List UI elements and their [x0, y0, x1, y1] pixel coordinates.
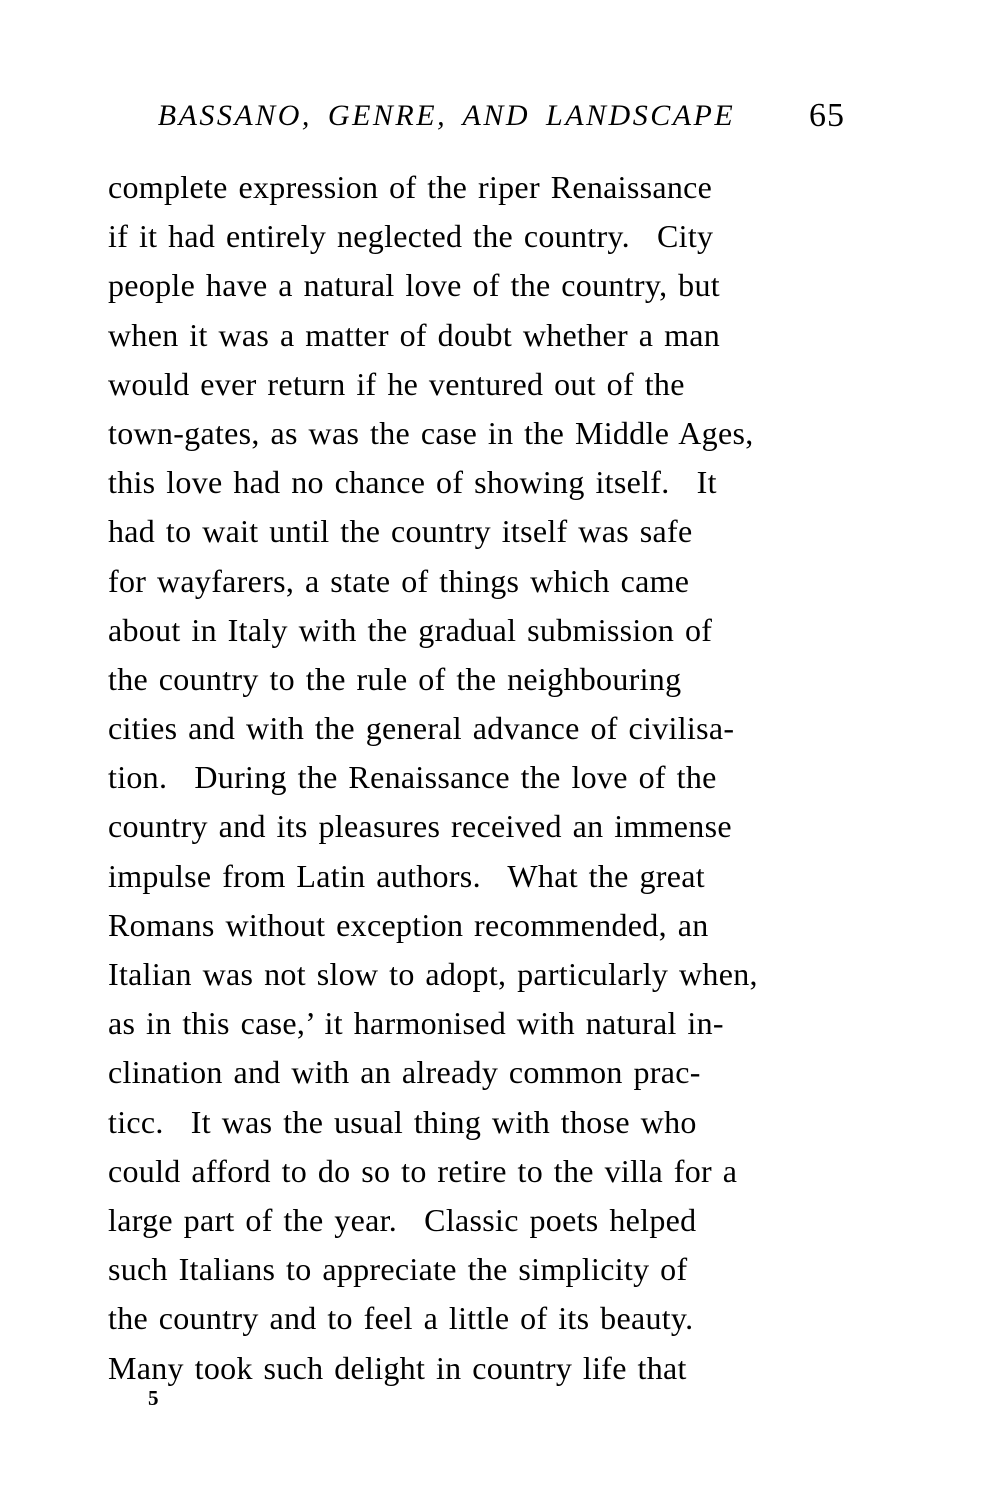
text-line: tion. During the Renaissance the love of the: [108, 759, 717, 796]
signature-mark: 5: [148, 1386, 159, 1410]
running-head: BASSANO, GENRE, AND LANDSCAPE: [157, 99, 736, 132]
body-text-block: [108, 163, 845, 1393]
text-line: for wayfarers, a state of things which came: [108, 562, 690, 599]
text-line: as in this case,’ it harmonised with natural in-: [108, 1005, 724, 1042]
text-line: about in Italy with the gradual submission of: [108, 611, 713, 648]
page-header: [108, 96, 845, 140]
text-line: large part of the year. Classic poets helped: [108, 1201, 697, 1238]
text-line: this love had no chance of showing itself. It: [108, 464, 717, 501]
text-line: ticc. It was the usual thing with those who: [108, 1103, 697, 1140]
text-line: the country and to feel a little of its beauty.: [108, 1300, 694, 1337]
text-line: complete expression of the riper Renaissance: [108, 169, 713, 205]
page-number: 65: [809, 97, 845, 134]
text-line: such Italians to appreciate the simplicity of: [108, 1251, 688, 1288]
text-line: had to wait until the country itself was safe: [108, 513, 693, 550]
text-line: impulse from Latin authors. What the great: [108, 857, 705, 894]
text-line: the country to the rule of the neighbouring: [108, 660, 682, 697]
text-line: town-gates, as was the case in the Middle Ages,: [108, 414, 754, 451]
text-line: Many took such delight in country life that: [108, 1349, 687, 1386]
text-line: if it had entirely neglected the country. City: [108, 218, 714, 255]
text-line: would ever return if he ventured out of the: [108, 365, 685, 402]
text-line: Italian was not slow to adopt, particularly when,: [108, 956, 758, 992]
text-line: could afford to do so to retire to the villa for a: [108, 1152, 738, 1189]
text-line: cities and with the general advance of civilisa-: [108, 710, 735, 747]
text-line: clination and with an already common prac-: [108, 1054, 701, 1091]
text-line: when it was a matter of doubt whether a man: [108, 316, 721, 353]
text-line: country and its pleasures received an immense: [108, 808, 732, 845]
text-line: people have a natural love of the country, but: [108, 267, 720, 304]
text-line: Romans without exception recommended, an: [108, 906, 709, 943]
